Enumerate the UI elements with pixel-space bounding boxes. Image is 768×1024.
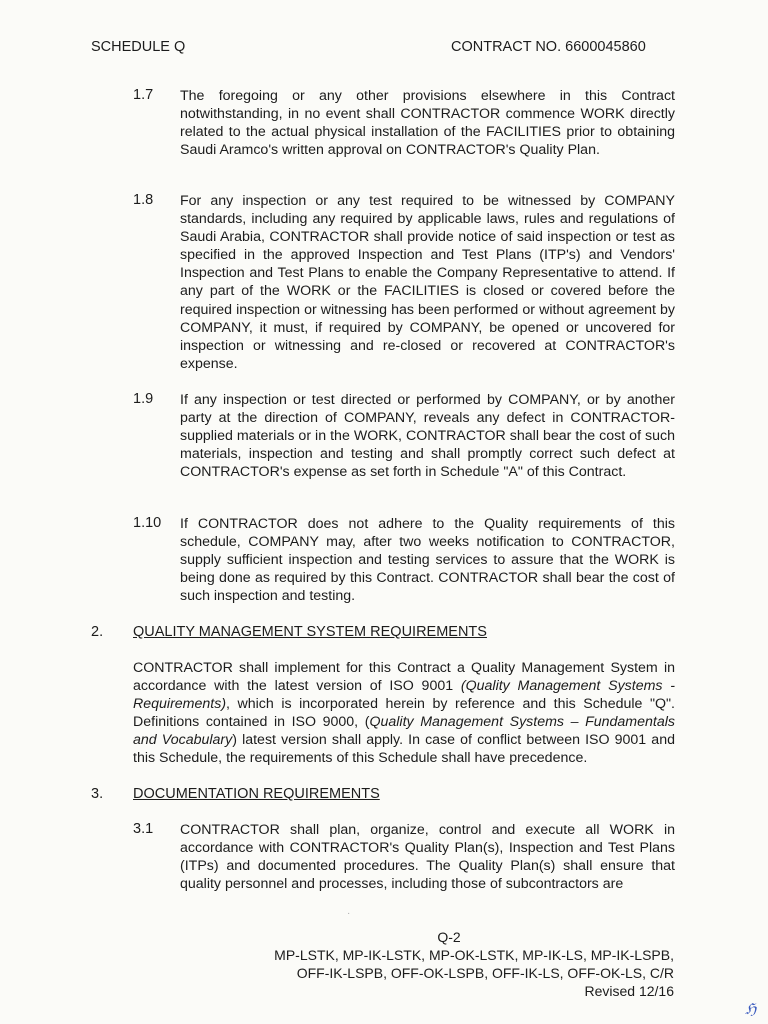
section-1-7-text: The foregoing or any other provisions elsewhere in this Contract notwithstanding, in no event shall CONTRACTOR commence WORK directly related to the actual physical installation of the FACILITIES prior to obtaining Saudi Aramco's written approval on CONTRACTOR's Quality Plan. (180, 88, 675, 159)
section-number-2: 2. (91, 624, 104, 640)
section-2-heading: QUALITY MANAGEMENT SYSTEM REQUIREMENTS (133, 624, 487, 640)
section-1-9-text: If any inspection or test directed or performed by COMPANY, or by another party at the direction of COMPANY, reveals any defect in CONTRACTOR-supplied materials or in the WORK, CONTRACTOR shall bear the cost of such materials, inspection and testing and shall promptly correct such defect at CONTRACTOR's expense as set forth in Schedule "A" of this Contract. (180, 392, 675, 481)
scan-speck: · (347, 908, 351, 919)
section-number-1-8: 1.8 (133, 192, 154, 208)
footer-revision: Revised 12/16 (584, 983, 674, 999)
initials-mark: ℌ (745, 1001, 757, 1018)
section-3-1-text: CONTRACTOR shall plan, organize, control and execute all WORK in accordance with CONTRACTOR's Quality Plan(s), Inspection and Test Plans (ITPs) and documented procedures. The Quality Plan(s) shall ensure that quality personnel and processes, including those of subcontractors are (180, 822, 675, 893)
section-number-3: 3. (91, 786, 104, 802)
section-number-1-7: 1.7 (133, 87, 154, 103)
footer-line-1: MP-LSTK, MP-IK-LSTK, MP-OK-LSTK, MP-IK-LS, MP-IK-LSPB, (274, 947, 674, 963)
page-footer (174, 928, 674, 1000)
contract-number: CONTRACT NO. 6600045860 (451, 39, 646, 55)
section-1-10-text: If CONTRACTOR does not adhere to the Quality requirements of this schedule, COMPANY may, after two weeks notification to CONTRACTOR, supply sufficient inspection and testing services to assure that the WORK is being done as required by this Contract. CONTRACTOR shall bear the cost of such inspection and testing. (180, 516, 675, 605)
section-2-text: CONTRACTOR shall implement for this Contract a Quality Management System in accordance with the latest version of ISO 9001 (Quality Management Systems - Requirements), which is incorporated herein by reference and this Schedule "Q". Definitions contained in ISO 9000, (Quality Management Systems – Fundamentals and Vocabulary) latest version shall apply. In case of conflict between ISO 9001 and this Schedule, the requirements of this Schedule shall have precedence. (133, 660, 675, 767)
section-3-heading: DOCUMENTATION REQUIREMENTS (133, 786, 380, 802)
footer-line-2: OFF-IK-LSPB, OFF-OK-LSPB, OFF-IK-LS, OFF-OK-LS, C/R (296, 965, 674, 981)
section-number-1-10: 1.10 (133, 515, 162, 531)
section-number-3-1: 3.1 (133, 821, 154, 837)
section-number-1-9: 1.9 (133, 391, 154, 407)
section-1-8-text: For any inspection or any test required to be witnessed by COMPANY standards, including any required by applicable laws, rules and regulations of Saudi Arabia, CONTRACTOR shall provide notice of said inspection or test as specified in the approved Inspection and Test Plans (ITP's) and Vendors' Inspection and Test Plans to enable the Company Representative to attend. If any part of the WORK or the FACILITIES is closed or covered before the required inspection or witnessing has been performed or without agreement by COMPANY, it must, if required by COMPANY, be opened or uncovered for inspection or witnessing and re-closed or recovered at CONTRACTOR's expense. (180, 193, 675, 372)
schedule-label: SCHEDULE Q (91, 39, 186, 55)
page-number: Q-2 (437, 929, 461, 945)
